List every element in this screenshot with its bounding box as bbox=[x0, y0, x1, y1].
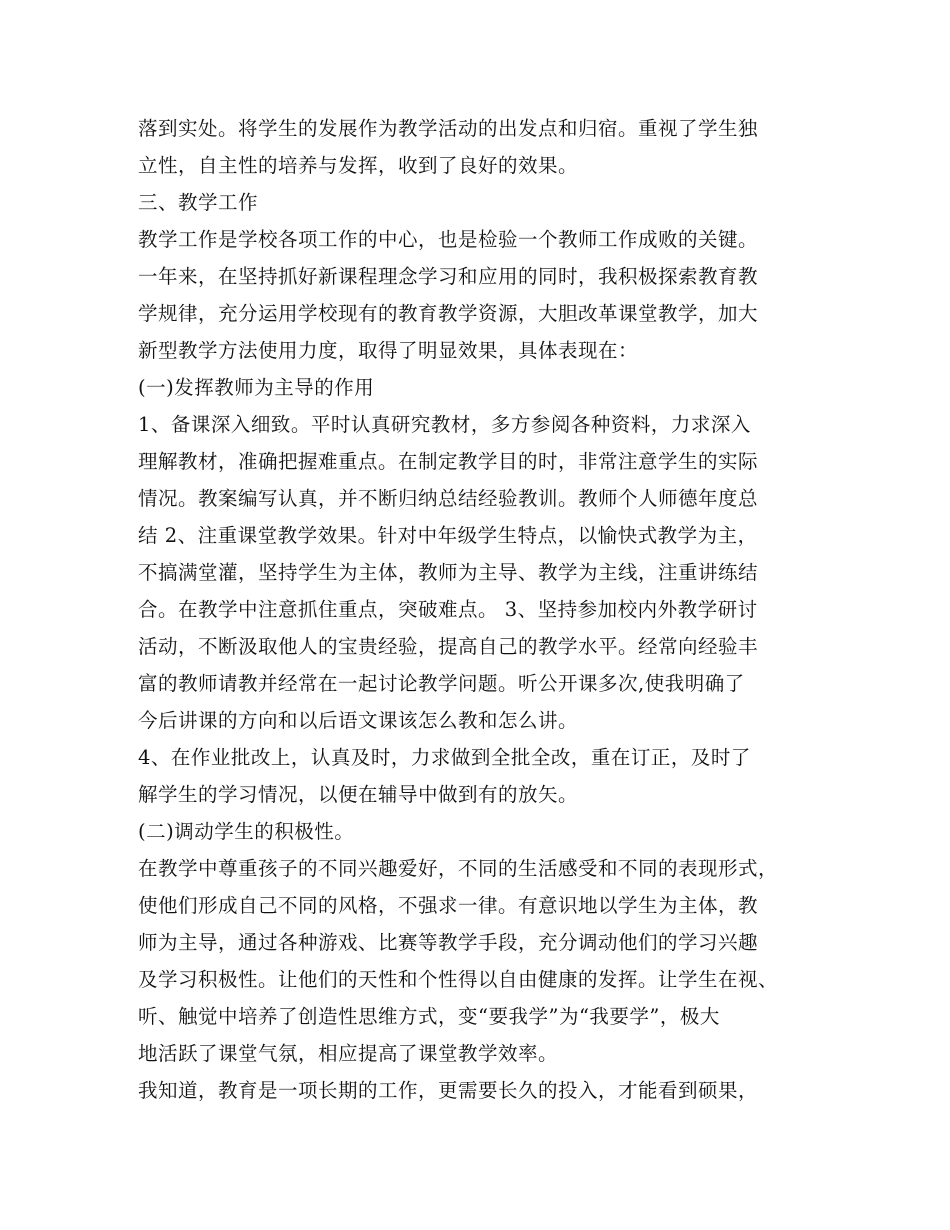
text-line: 在教学中尊重孩子的不同兴趣爱好，不同的生活感受和不同的表现形式， bbox=[138, 857, 779, 880]
subsection-heading: (二)调动学生的积极性。 bbox=[138, 820, 355, 843]
text-line: 教学工作是学校各项工作的中心，也是检验一个教师工作成败的关键。 bbox=[138, 228, 759, 251]
text-line: 解学生的学习情况，以便在辅导中做到有的放矢。 bbox=[138, 783, 579, 806]
text-line: 落到实处。将学生的发展作为教学活动的出发点和归宿。重视了学生独 bbox=[138, 117, 759, 140]
section-heading: 三、教学工作 bbox=[138, 191, 259, 214]
text-line: 我知道，教育是一项长期的工作，更需要长久的投入，才能看到硕果， bbox=[138, 1079, 759, 1102]
text-line: 不搞满堂灌，坚持学生为主体，教师为主导、教学为主线，注重讲练结 bbox=[138, 561, 759, 584]
text-line: 富的教师请教并经常在一起讨论教学问题。听公开课多次,使我明确了 bbox=[138, 672, 745, 695]
text-line: 结 2、注重课堂教学效果。针对中年级学生特点，以愉快式教学为主， bbox=[138, 524, 758, 547]
text-line: 使他们形成自己不同的风格，不强求一律。有意识地以学生为主体，教 bbox=[138, 894, 759, 917]
text-line: 一年来，在坚持抓好新课程理念学习和应用的同时，我积极探索教育教 bbox=[138, 265, 759, 288]
document-body bbox=[138, 110, 828, 1109]
text-line: 情况。教案编写认真，并不断归纳总结经验教训。教师个人师德年度总 bbox=[138, 487, 759, 510]
text-line: 及学习积极性。让他们的天性和个性得以自由健康的发挥。让学生在视、 bbox=[138, 968, 779, 991]
text-line: 活动，不断汲取他人的宝贵经验，提高自己的教学水平。经常向经验丰 bbox=[138, 635, 759, 658]
text-line: 立性，自主性的培养与发挥，收到了良好的效果。 bbox=[138, 154, 579, 177]
text-line: 师为主导，通过各种游戏、比赛等教学手段，充分调动他们的学习兴趣 bbox=[138, 931, 759, 954]
text-line: 听、触觉中培养了创造性思维方式，变“要我学”为“我要学”，极大 bbox=[138, 1005, 720, 1028]
text-line: 新型教学方法使用力度，取得了明显效果，具体表现在： bbox=[138, 339, 639, 362]
subsection-heading: (一)发挥教师为主导的作用 bbox=[138, 376, 375, 399]
text-line: 4、在作业批改上，认真及时，力求做到全批全改，重在订正，及时了 bbox=[138, 746, 751, 769]
text-line: 1、备课深入细致。平时认真研究教材，多方参阅各种资料，力求深入 bbox=[138, 413, 751, 436]
text-line: 合。在教学中注意抓住重点，突破难点。 3、坚持参加校内外教学研讨 bbox=[138, 598, 758, 621]
text-line: 今后讲课的方向和以后语文课该怎么教和怎么讲。 bbox=[138, 709, 579, 732]
text-line: 学规律，充分运用学校现有的教育教学资源，大胆改革课堂教学，加大 bbox=[138, 302, 759, 325]
text-line: 理解教材，准确把握难重点。在制定教学目的时，非常注意学生的实际 bbox=[138, 450, 759, 473]
text-line: 地活跃了课堂气氛，相应提高了课堂教学效率。 bbox=[138, 1042, 559, 1065]
